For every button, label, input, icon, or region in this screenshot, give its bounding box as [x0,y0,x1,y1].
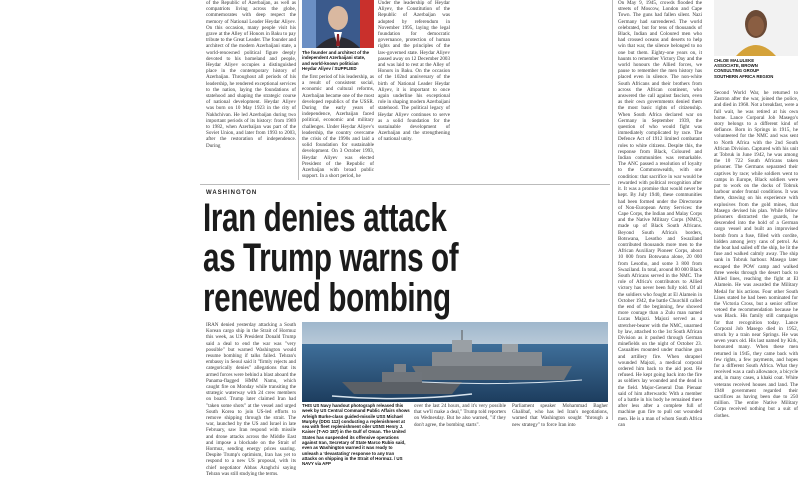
photo-caption-main: THIS US Navy handout photograph released this week by US Central Command Public Affairs shows Arleigh Burke-class guided-missile USS Michael Murphy (DDG 112) conducting a replenishment at sea with fleet replenishment oiler USNS Henry J. Kaiser (T-AO 187) in the Gulf of Oman. The United States has suspended its offensive operations against Iran, Secretary of State Marco Rubio said, even as Washington warned it was ready to unleash a 'devastating' response to any Iran attacks on shipping in the Strait of Hormuz. / US NAVY via AFP [302,403,410,467]
main-article-column-right: Parliament speaker Mohammad Bagher Ghalibaf, who has led Iran's negotiations, warned that Washington sought "through a new strategy" to force Iran into [512,403,610,428]
author-name-label: CHLOE MALULEKE ASSOCIATE, BROWN CONSULTING GROUP SOUTHERN AFRICA REGION [714,58,774,79]
article-column-middle-right: Under the leadership of Heydar Aliyev, the Constitution of the Republic of Azerbaijan was adopted by referendum in November 1995, laying the legal foundation for democratic governance, protection of human rights and the principles of the law-governed state. Heydar Aliyev passed away on 12 December 2003 and was laid to rest at the Alley of Honors in Baku. On the occasion of the 102nd anniversary of the birth of National Leader Heydar Aliyev, it is important to once again underline his exceptional role in shaping modern Azerbaijani statehood. The political legacy of Heydar Aliyev continues to serve as a solid foundation for the sustainable development of Azerbaijan and the strengthening of national unity. [378,0,452,143]
heydar-aliyev-photo [302,0,374,48]
article-column-middle: the first period of his leadership, as a result of consistent social, economic and cultural reforms, Azerbaijan became one of the most developed republics of the USSR. During the early years of independence, Azerbaijan faced political, economic and military challenges. Under Heydar Aliyev's leadership, the country overcame the crisis of the 1990s and laid a solid foundation for sustainable development. On 3 October 1993, Heydar Aliyev was elected President of the Republic of Azerbaijan with broad public support. In a short period, he [302,74,376,180]
navy-ship-photo [302,322,608,402]
profile-photo [714,0,798,56]
section-rule [200,184,610,185]
article-column-right-1: On May 9, 1945, crowds flooded the streets of Moscow, London and Cape Town. The guns had fallen silent. Nazi Germany had surrendered. The world celebrated, but for tens of thousands of Black, Indian and Coloured men who had crossed oceans and deserts to help win that war, the silence belonged to no one but them. Eighty-one years on, it haunts to remember Victory Day and the world honours the Allied forces, we pause to remember the men history has placed even in silence. The non-white South Africans and their brothers from across the African continent, who answered the call against fascism, even as their own governments denied them the most basic rights of citizenship. When South Africa declared war on Germany in September 1939, the question of who would fight was immediately complicated by race. The Defence Act of 1912 limited combatant roles to white citizens. Despite this, the response from Black, Coloured and Indian communities was remarkable. The ANC passed a resolution of loyalty to the Commonwealth, with one condition: that sacrifice in war would be rewarded with political recognition after it. It was a promise that would never be kept. By July 1940, these communities had been formed under the Directorate of Non-European Army Services: the Cape Corps, the Indian and Malay Corps and the Native Military Corps (NMC), made up of Black South Africans. Beyond South Africa's borders, Botswana, Lesotho and Swaziland contributed thousands more men to the African Auxiliary Pioneer Corps, about 10 000 from Botswana alone, 20 000 from Lesotho, and some 3 800 from Swaziland. In total, around 80 000 Black South Africans served in the NMC. The role of Africa's contributors to Allied victory has never been fully told. Of all the soldiers who fought at El Alamein in October 1942, the battle Churchill called the end of the beginning, few showed more courage than a Zulu man named Lucas Majozi. Majozi served as a stretcher-bearer with the NMC, unarmed by law, attached to the 1st South African Division as it pushed through German minefields on the night of October 23. Casualties mounted under machine gun and artillery fire. When shrapnel wounded Majozi, a medical corporal ordered him back to the aid post. He refused. He kept going back into the fire as soldiers lay wounded and the dead in the field. Major-General Dan Pienaar said of him afterwards: With a member of a battle in his body he remained there after less after a complete full of machine gun fire to pull out wounded men. He is a man of whom South Africa can [618,0,704,428]
kicker-label: WASHINGTON [206,190,258,196]
photo-caption-top: The founder and architect of the independent Azerbaijani state, and world-known politician Heydar Aliyev / SUPPLIED [302,50,370,71]
column-rule [298,0,299,180]
headline: Iran denies attack as Trump warns of renewed bombing [203,196,459,320]
column-rule [612,0,613,420]
main-article-column-left: IRAN denied yesterday attacking a South Korean cargo ship in the Strait of Hormuz this week, as US President Donald Trump said a deal to end the war was "very possible" but warned Washington would resume bombing if talks failed. Tehran's embassy in Seoul said it "firmly rejects and categorically denies" allegations that its armed forces were behind a blast aboard the Panama-flagged HMM Namu, which caught fire on Monday while transiting the strategic waterway with 24 crew members on board. Trump later claimed Iran had "taken some shots" at the vessel and urged South Korea to join US-led efforts to remove shipping through the strait. The war, launched by the US and Israel in late February, saw Iran respond with missile and drone attacks across the Middle East and impose a blockade on the Strait of Hormuz, sending energy prices soaring. Despite Trump's optimism, Iran has yet to respond to a new US proposal, with its chief negotiator Abbas Araghchi saying Tehran was still studying the terms. [206,322,298,477]
article-column-right-2: Second World War, he returned to Zastron after the war, joined the police, and died in 1968. Not a breakfast, were a full wait, he was retired at his own home. Lance Corporal Job Masego's story belongs to a different kind of defiance. Born in Springs in 1915, he volunteered for the NMC and was sent to North Africa with the 2nd South African Division. Captured with his unit at Tobruk in June 1942, he was among the 10 722 South Africans taken prisoner. The Germans separated their captives by race; while soldiers went to camps in Europe, Black soldiers were put to work on the docks of Tobruk harbour under frontal conditions. It was there, drawing on his experience with explosives from the gold mines, that Masego devised his plan. While fellow prisoners distracted the guards, he descended into the hold of a German cargo vessel and built an improvised bomb from a fuse, filled with cordite, hidden among jerry cans of petrol. As the boat had sailed off the ship, he lit the fuse and walked calmly away. The ship sank in Tobruk harbour. Masego later escaped the POW camp and walked three weeks through the desert back to Allied lines, reaching the fight at El Alamein. He was awarded the Military Medal for his actions. Four other South Lines stated he had been nominated for the Victoria Cross, but a senior officer vetoed the recommendation because he was Black. His family still campaigns for that recognition today. Lance Corporal Job Masego died in 1952, struck by a train near Springs. He was seven years old. His last named by Kirk, honoured many. When these men returned in 1945, they came back with few rights, a few payments, and hopes for a different South Africa. What they received was a cash allowance, a bicycle and, in many cases, a khaki coat. White veterans received houses and land. The 1948 government regarded their sacrifices as having been due to 250 million. The entire Native Military Corps received nothing but a suit of clothes. [714,90,800,419]
main-article-column-middle: over the last 24 hours, and it's very possible that we'll make a deal," Trump told reporters on Wednesday. But he also warned, "if they don't agree, the bombing starts". [414,403,508,428]
article-column-left: of the Republic of Azerbaijan, as well as compatriots living across the globe, commemorates with deep respect the memory of National Leader Heydar Aliyev. On this occasion, many people visit his grave at the Alley of Honors in Baku to pay tribute to the Great Leader. The founder and architect of the modern Azerbaijani state, a world-renowned political figure deeply devoted to his homeland and people, Heydar Aliyev occupies a distinguished place in the contemporary history of Azerbaijan. Throughout all periods of his leadership, he rendered exceptional services to the nation, laying the foundations of statehood and shaping the strategic course of national development. Heydar Aliyev was born on 10 May 1923 in the city of Nakhchivan. He led Azerbaijan during two important periods of its history: from 1969 to 1982, when Azerbaijan was part of the Soviet Union, and later from 1993 to 2003, after the restoration of independence. During [206,0,298,149]
